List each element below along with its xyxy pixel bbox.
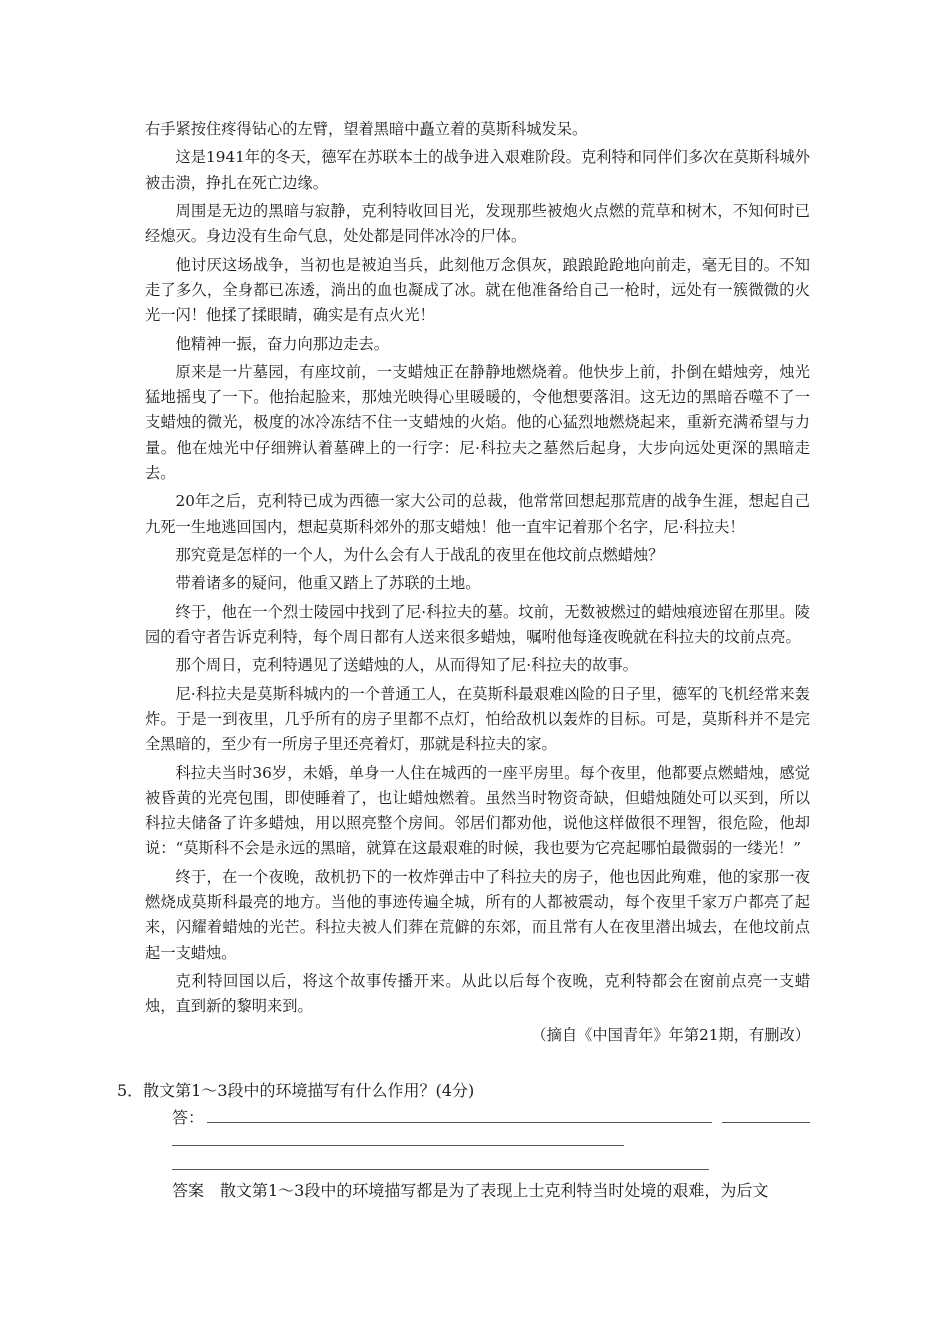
paragraph: 克利特回国以后，将这个故事传播开来。从此以后每个夜晚，克利特都会在窗前点亮一支蜡烛，直到新的黎明来到。: [145, 972, 810, 1016]
question-5: 5．散文第1～3段中的环境描写有什么作用？(4分): [117, 1081, 475, 1100]
paragraph: 原来是一片墓园，有座坟前，一支蜡烛正在静静地燃烧着。他快步上前，扑倒在蜡烛旁，烛光猛地摇曳了一下。他抬起脸来，那烛光映得心里暖暖的，令他想要落泪。这无边的黑暗吞噬不了一支蜡烛的微光，极度的冰冷冻结不住一支蜡烛的火焰。他的心猛烈地燃烧起来，重新充满希望与力量。他在烛光中仔细辨认着墓碑上的一行字：尼·科拉夫之墓然后起身，大步向远处更深的黑暗走去。: [145, 362, 810, 483]
paragraph: 周围是无边的黑暗与寂静，克利特收回目光，发现那些被炮火点燃的荒草和树木，不知何时已经熄灭。身边没有生命气息，处处都是同伴冰冷的尸体。: [145, 201, 810, 246]
paragraph: 他讨厌这场战争，当初也是被迫当兵，此刻他万念俱灰，踉踉跄跄地向前走，毫无目的。不知走了多久，全身都已冻透，淌出的血也凝成了冰。就在他准备给自己一枪时，远处有一簇微微的火光一闪！他揉了揉眼睛，确实是有点火光！: [145, 255, 810, 325]
answer-label: 答：: [172, 1108, 205, 1127]
answer-blank-line[interactable]: [172, 1169, 709, 1170]
paragraph: 20年之后，克利特已成为西德一家大公司的总裁，他常常回想起那荒唐的战争生涯，想起自己九死一生地逃回国内，想起莫斯科郊外的那支蜡烛！他一直牢记着那个名字，尼·科拉夫！: [145, 492, 810, 536]
paragraph: 那究竟是怎样的一个人，为什么会有人于战乱的夜里在他坟前点燃蜡烛？: [175, 546, 664, 564]
answer-blank-line[interactable]: [722, 1122, 810, 1123]
paragraph: 终于，他在一个烈士陵园中找到了尼·科拉夫的墓。坟前，无数被燃过的蜡烛痕迹留在那里。陵园的看守者告诉克利特，每个周日都有人送来很多蜡烛，嘱咐他每逢夜晚就在科拉夫的坟前点亮。: [145, 602, 810, 646]
paragraph: 那个周日，克利特遇见了送蜡烛的人，从而得知了尼·科拉夫的故事。: [175, 656, 638, 675]
answer-key: 答案 散文第1～3段中的环境描写都是为了表现上士克利特当时处境的艰难，为后文: [172, 1181, 769, 1200]
paragraph: 他精神一振，奋力向那边走去。: [175, 334, 389, 353]
paragraph: 右手紧按住疼得钻心的左臂，望着黑暗中矗立着的莫斯科城发呆。: [145, 120, 588, 138]
paragraph: 科拉夫当时36岁，未婚，单身一人住在城西的一座平房里。每个夜里，他都要点燃蜡烛，感觉被昏黄的光亮包围，即使睡着了，也让蜡烛燃着。虽然当时物资奇缺，但蜡烛随处可以买到，所以科拉夫储备了许多蜡烛，用以照亮整个房间。邻居们都劝他，说他这样做很不理智，很危险，他却说：“莫斯科不会是永远的黑暗，就算在这最艰难的时候，我也要为它亮起哪怕最微弱的一缕光！”: [145, 763, 810, 858]
source-citation: （摘自《中国青年》年第21期，有删改）: [531, 1025, 810, 1044]
paragraph: 这是1941年的冬天，德军在苏联本土的战争进入艰难阶段。克利特和同伴们多次在莫斯科城外被击溃，挣扎在死亡边缘。: [145, 148, 810, 192]
paragraph: 带着诸多的疑问，他重又踏上了苏联的土地。: [175, 574, 481, 593]
answer-blank-line[interactable]: [207, 1122, 712, 1123]
essay-body: [145, 117, 810, 1051]
answer-blank-line[interactable]: [172, 1145, 624, 1146]
paragraph: 尼·科拉夫是莫斯科城内的一个普通工人，在莫斯科最艰难凶险的日子里，德军的飞机经常来轰炸。于是一到夜里，几乎所有的房子里都不点灯，怕给敌机以轰炸的目标。可是，莫斯科并不是完全黑暗的，至少有一所房子里还亮着灯，那就是科拉夫的家。: [145, 684, 810, 754]
paragraph: 终于，在一个夜晚，敌机扔下的一枚炸弹击中了科拉夫的房子，他也因此殉难，他的家那一夜燃烧成莫斯科最亮的地方。当他的事迹传遍全城，所有的人都被震动，每个夜里千家万户都亮了起来，闪耀着蜡烛的光芒。科拉夫被人们葬在荒僻的东郊，而且常有人在夜里潜出城去，在他坟前点起一支蜡烛。: [145, 867, 810, 962]
